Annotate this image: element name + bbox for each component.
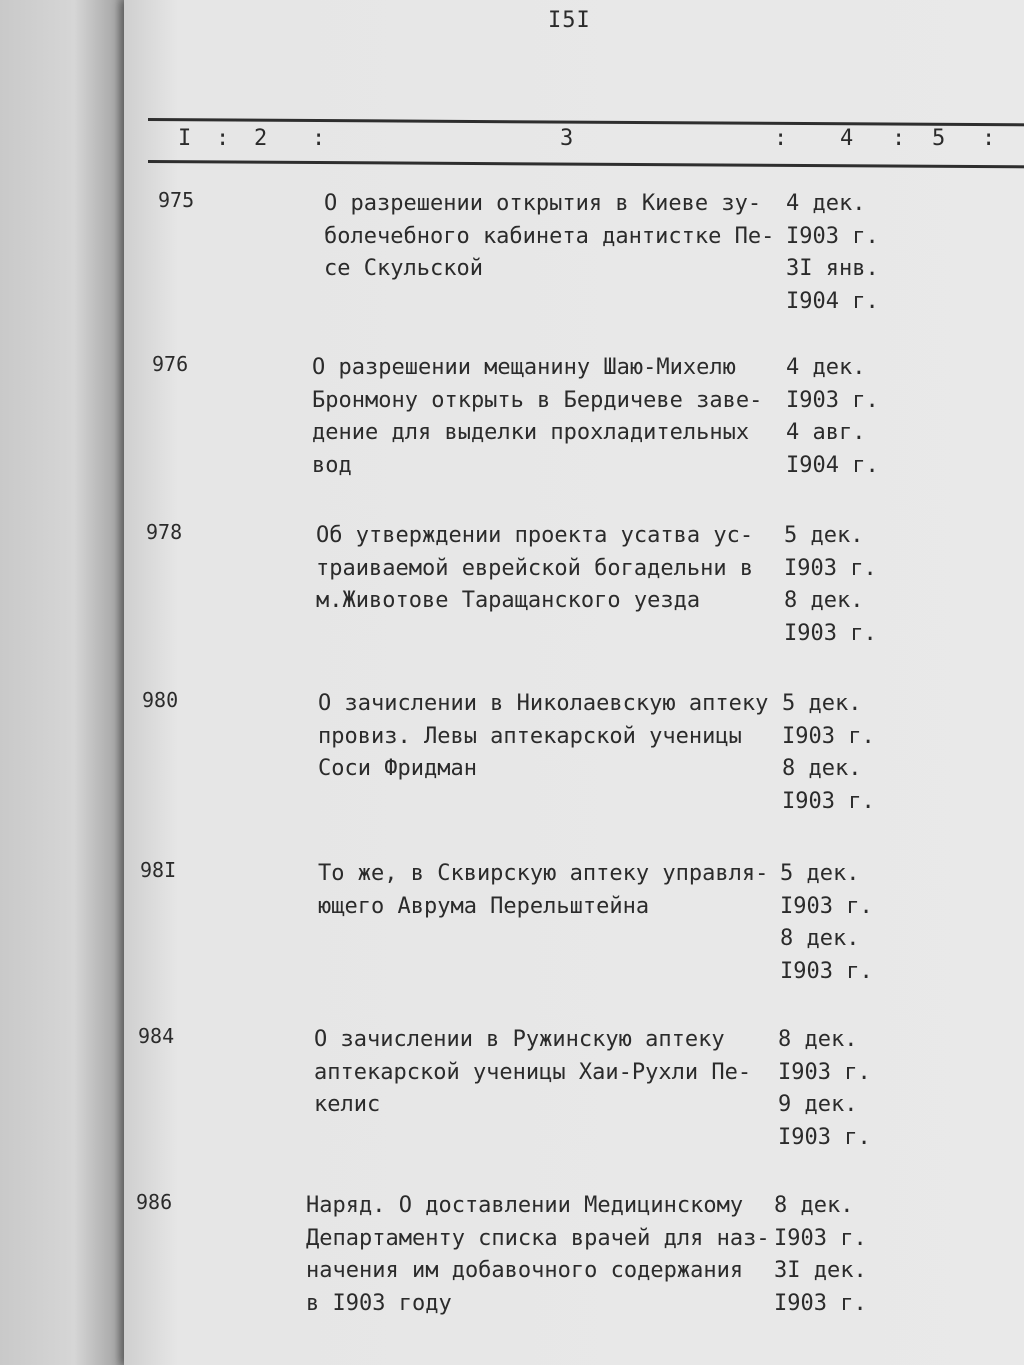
header-col-4: 4	[840, 126, 854, 151]
date-line: 4 авг.	[786, 420, 866, 445]
description-line: Бронмону открыть в Бердичеве заве-	[312, 387, 763, 413]
entry-description	[306, 1190, 770, 1320]
date-line: I903 г.	[786, 387, 879, 413]
date-line: I903 г.	[784, 555, 877, 581]
entry-dates	[774, 1190, 867, 1320]
description-line: се Скульской	[324, 256, 483, 281]
description-line: Наряд. О доставлении Медицинскому	[306, 1193, 744, 1218]
entry-dates	[786, 188, 879, 318]
date-line: I903 г.	[782, 788, 875, 814]
header-sep-1: :	[216, 126, 230, 151]
date-line: I903 г.	[778, 1124, 871, 1150]
header-sep-3: :	[774, 126, 788, 151]
date-line: 5 дек.	[782, 691, 862, 716]
entry-number: 978	[146, 520, 183, 544]
header-col-2: 2	[254, 126, 268, 151]
entry-description	[318, 858, 768, 923]
date-line: I903 г.	[784, 620, 877, 646]
date-line: I904 г.	[786, 288, 879, 314]
description-line: вод	[312, 452, 352, 478]
description-line: начения им добавочного содержания	[306, 1258, 744, 1283]
header-col-1: I	[178, 126, 192, 151]
description-line: дение для выделки прохладительных	[312, 420, 750, 445]
description-line: м.Животове Таращанского уезда	[316, 588, 701, 613]
date-line: I903 г.	[780, 893, 873, 919]
date-line: I903 г.	[786, 223, 879, 249]
date-line: I904 г.	[786, 452, 879, 478]
entry-number: 986	[136, 1190, 173, 1214]
header-sep-5: :	[982, 126, 996, 151]
entry-dates	[786, 352, 879, 482]
date-line: 9 дек.	[778, 1092, 858, 1117]
date-line: I903 г.	[774, 1225, 867, 1251]
entry-number: 984	[138, 1024, 175, 1048]
entry-description	[312, 352, 762, 482]
table-header	[170, 122, 1024, 156]
date-line: I903 г.	[780, 958, 873, 984]
entry-dates	[784, 520, 877, 650]
entry-dates	[780, 858, 873, 988]
entry-number: 98I	[140, 858, 177, 882]
date-line: 8 дек.	[782, 756, 862, 781]
page-number: I5I	[548, 8, 591, 33]
header-col-5: 5	[932, 126, 946, 151]
description-line: ющего Аврума Перельштейна	[318, 893, 650, 919]
description-line: келис	[314, 1092, 381, 1117]
date-line: 4 дек.	[786, 355, 866, 380]
date-line: 8 дек.	[774, 1193, 854, 1218]
description-line: в I903 году	[306, 1290, 452, 1316]
book-spine	[0, 0, 135, 1365]
date-line: 5 дек.	[780, 861, 860, 886]
description-line: О зачислении в Ружинскую аптеку	[314, 1027, 725, 1052]
date-line: 8 дек.	[784, 588, 864, 613]
entry-dates	[782, 688, 875, 818]
date-line: 3I янв.	[786, 256, 879, 281]
description-line: траиваемой еврейской богадельни в	[316, 555, 754, 581]
date-line: I903 г.	[778, 1059, 871, 1085]
date-line: 8 дек.	[778, 1027, 858, 1052]
date-line: 4 дек.	[786, 191, 866, 216]
date-line: 8 дек.	[780, 926, 860, 951]
entry-number: 980	[142, 688, 179, 712]
description-line: О зачислении в Николаевскую аптеку	[318, 691, 769, 716]
description-line: аптекарской ученицы Хаи-Рухли Пе-	[314, 1059, 752, 1085]
header-sep-4: :	[892, 126, 906, 151]
description-line: Об утверждении проекта усатва ус-	[316, 523, 754, 548]
header-col-3: 3	[560, 126, 574, 151]
date-line: 5 дек.	[784, 523, 864, 548]
entry-description	[314, 1024, 751, 1122]
description-line: То же, в Сквирскую аптеку управля-	[318, 861, 769, 886]
description-line: провиз. Левы аптекарской ученицы	[318, 723, 742, 749]
entry-dates	[778, 1024, 871, 1154]
header-sep-2: :	[312, 126, 326, 151]
date-line: 3I дек.	[774, 1258, 867, 1283]
entry-description	[316, 520, 753, 618]
description-line: Соси Фридман	[318, 756, 477, 781]
description-line: болечебного кабинета дантистке Пе-	[324, 223, 775, 249]
entry-description	[318, 688, 768, 786]
description-line: О разрешении открытия в Киеве зу-	[324, 191, 762, 216]
entry-number: 975	[158, 188, 195, 212]
entry-number: 976	[152, 352, 189, 376]
date-line: I903 г.	[774, 1290, 867, 1316]
date-line: I903 г.	[782, 723, 875, 749]
description-line: О разрешении мещанину Шаю-Михелю	[312, 355, 736, 380]
description-line: Департаменту списка врачей для наз-	[306, 1225, 770, 1251]
entry-description	[324, 188, 774, 286]
